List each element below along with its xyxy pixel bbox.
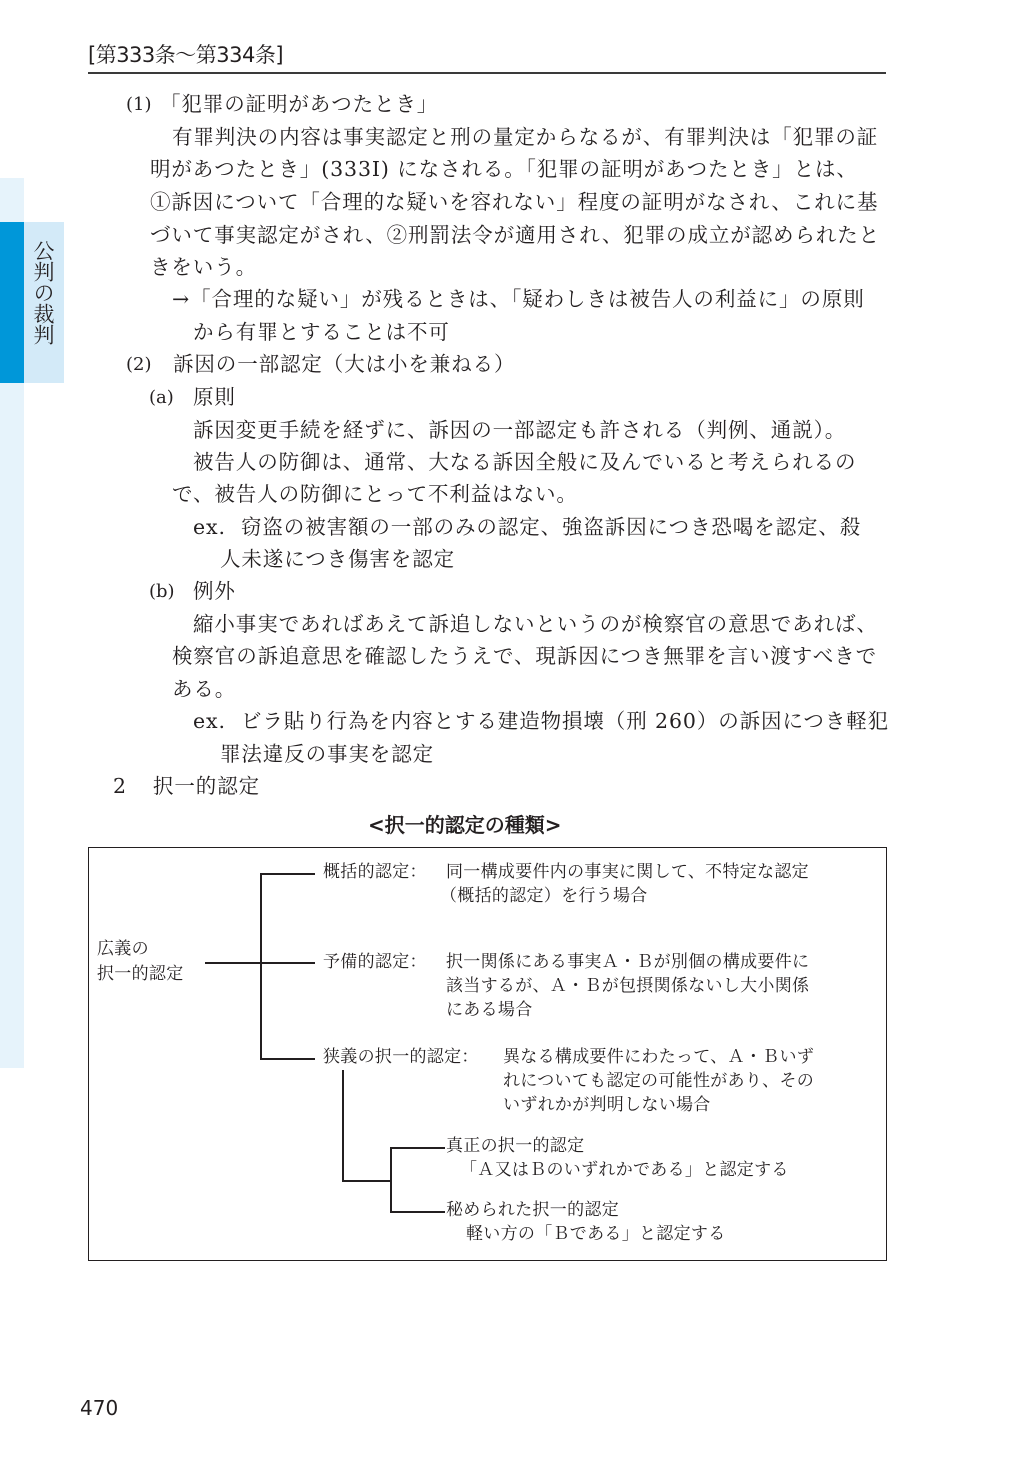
example-line: 人未遂につき傷害を認定 (220, 547, 455, 571)
diagram-node-label: 予備的認定： (323, 952, 427, 972)
arrow-note-line: →「合理的な疑い」が残るときは、「疑わしきは被告人の利益に」の原則 (172, 287, 865, 311)
connector-line (342, 1070, 344, 1181)
connector-line (260, 1058, 315, 1060)
diagram-node-label: 真正の択一的認定 (446, 1136, 585, 1156)
diagram-node-label: 狭義の択一的認定： (323, 1047, 479, 1067)
chapter-tab-marker (0, 222, 24, 383)
paragraph-line: ①訴因について「合理的な疑いを容れない」程度の証明がなされ、これに基 (150, 190, 879, 214)
paragraph-line: ある。 (172, 677, 237, 701)
subsection-heading: 例外 (193, 579, 236, 603)
diagram-node-desc: 択一関係にある事実Ａ・Ｂが別個の構成要件に (446, 952, 810, 972)
paragraph-line: で、被告人の防御にとって不利益はない。 (172, 482, 578, 506)
example-line: 罪法違反の事実を認定 (220, 742, 434, 766)
diagram-node-label: 秘められた択一的認定 (446, 1200, 619, 1220)
diagram-node-label: 概括的認定： (323, 862, 427, 882)
diagram-node-desc: にある場合 (446, 1000, 533, 1020)
section-number: (1) (126, 94, 152, 115)
connector-line (390, 1147, 445, 1149)
diagram-node-desc: 「Ａ又はＢのいずれかである」と認定する (460, 1160, 789, 1180)
connector-line (260, 873, 315, 875)
example-label: ex. (193, 709, 226, 733)
diagram-node-desc: 同一構成要件内の事実に関して、不特定な認定 (446, 862, 809, 882)
diagram-root-label: 択一的認定 (97, 964, 184, 984)
subsection-number: (a) (149, 387, 174, 408)
paragraph-line: 有罪判決の内容は事実認定と刑の量定からなるが、有罪判決は「犯罪の証 (172, 125, 879, 149)
diagram-node-desc: 異なる構成要件にわたって、Ａ・Ｂいず (503, 1047, 815, 1067)
paragraph-line: 明があつたとき」(333Ⅰ) になされる。「犯罪の証明があつたとき」とは、 (150, 157, 858, 181)
section-number: (2) (126, 354, 152, 375)
section-heading: 訴因の一部認定（大は小を兼ねる） (173, 352, 516, 376)
example-line: 窃盗の被害額の一部のみの認定、強盗訴因につき恐喝を認定、殺 (241, 515, 862, 539)
paragraph-line: 被告人の防御は、通常、大なる訴因全般に及んでいると考えられるの (193, 450, 857, 474)
example-line: ビラ貼り行為を内容とする建造物損壊（刑 260）の訴因につき軽犯 (241, 709, 890, 733)
connector-line (342, 1180, 390, 1182)
diagram-title: <択一的認定の種類> (368, 813, 562, 837)
paragraph-line: 検察官の訴追意思を確認したうえで、現訴因につき無罪を言い渡すべきで (172, 644, 877, 668)
section-heading: 択一的認定 (153, 774, 260, 798)
diagram-node-desc: れについても認定の可能性があり、その (503, 1071, 815, 1091)
connector-line (260, 873, 262, 1059)
section-number: 2 (113, 774, 127, 798)
running-header: [第333条〜第334条] (88, 43, 284, 67)
header-rule (88, 72, 886, 74)
diagram-root-label: 広義の (97, 939, 149, 959)
example-label: ex. (193, 515, 226, 539)
section-heading: 「犯罪の証明があつたとき」 (160, 92, 439, 116)
diagram-node-desc: （概括的認定）を行う場合 (440, 886, 648, 906)
paragraph-line: 縮小事実であればあえて訴追しないというのが検察官の意思であれば、 (193, 612, 878, 636)
diagram-node-desc: 軽い方の「Ｂである」と認定する (466, 1224, 726, 1244)
connector-line (390, 1147, 392, 1212)
diagram-node-desc: 該当するが、Ａ・Ｂが包摂関係ないし大小関係 (446, 976, 810, 996)
diagram-node-desc: いずれかが判明しない場合 (503, 1095, 711, 1115)
paragraph-line: 訴因変更手続を経ずに、訴因の一部認定も許される（判例、通説）。 (193, 418, 847, 442)
subsection-number: (b) (149, 581, 175, 602)
arrow-note-line: から有罪とすることは不可 (193, 320, 450, 344)
connector-line (390, 1211, 445, 1213)
subsection-heading: 原則 (193, 385, 236, 409)
chapter-tab-label: 公判の裁判 (31, 240, 55, 345)
paragraph-line: きをいう。 (150, 255, 257, 279)
page-number: 470 (80, 1396, 119, 1420)
paragraph-line: づいて事実認定がされ、②刑罰法令が適用され、犯罪の成立が認められたと (150, 223, 881, 247)
